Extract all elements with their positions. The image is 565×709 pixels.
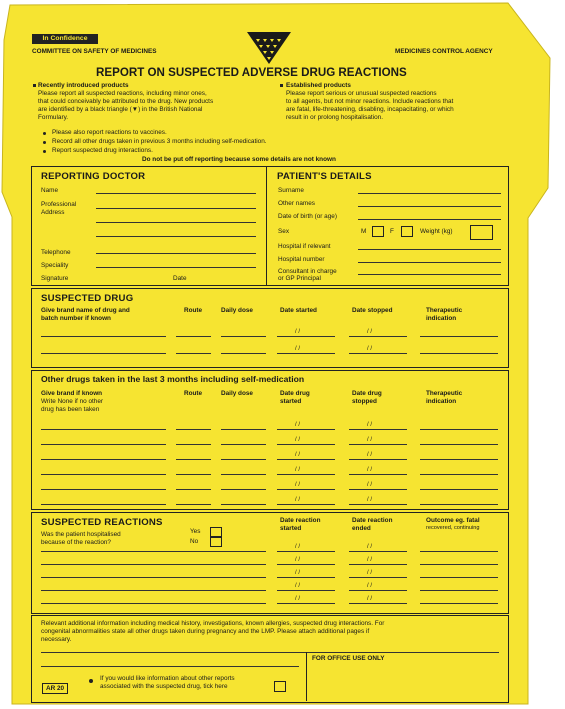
table-row-line[interactable] [349,474,407,475]
date-mark: / / [367,544,373,550]
patient-hospital-number-label: Hospital number [278,256,325,263]
patient-other-names-label: Other names [278,200,315,207]
table-row-line[interactable] [277,564,335,565]
table-row-line[interactable] [176,459,211,460]
doctor-address-label: Address [41,209,65,216]
table-row-line[interactable] [41,444,166,445]
patient-hospital-label: Hospital if relevant [278,243,331,250]
table-row-line[interactable] [221,504,266,505]
patient-surname-label: Surname [278,187,304,194]
reaction-outcome-header: recovered, continuing [426,525,480,531]
patient-other-names-line[interactable] [358,206,501,207]
table-row-line[interactable] [41,577,266,578]
bullet-icon [280,84,283,87]
drug-row-line[interactable] [420,353,498,354]
weight-label: Weight (kg) [420,228,453,235]
suspected-reactions-heading: SUSPECTED REACTIONS [41,517,163,528]
bullet-text: Please also report reactions to vaccines. [52,129,167,136]
doctor-telephone-label: Telephone [41,249,71,256]
suspected-drug-heading: SUSPECTED DRUG [41,293,134,304]
date-mark: / / [367,497,373,503]
table-row-line[interactable] [349,564,407,565]
date-mark: / / [367,467,373,473]
drug-row-line[interactable] [176,353,211,354]
additional-info-line[interactable] [41,652,499,653]
office-divider [306,652,307,701]
table-row-line[interactable] [349,551,407,552]
date-mark: / / [367,329,373,335]
bullet-text: Report suspected drug interactions. [52,147,153,154]
drug-row-line[interactable] [349,336,407,337]
other-none-header: Write None if no other [41,398,104,405]
patient-consultant-line[interactable] [358,274,501,275]
date-mark: / / [295,570,301,576]
drug-batch-header: batch number if known [41,315,111,322]
section-divider [266,166,267,285]
form-code: AR 20 [42,683,68,694]
drug-row-line[interactable] [420,336,498,337]
recent-line: Formulary. [38,114,69,121]
date-mark: / / [295,346,301,352]
table-row-line[interactable] [176,504,211,505]
drug-indication-header: Therapeutic [426,307,463,314]
date-mark: / / [295,437,301,443]
info-request-checkbox[interactable] [274,681,286,692]
additional-info-line[interactable] [41,666,299,667]
drug-started-header: Date started [280,307,317,314]
additional-info-text: congenital abnormalities state all other drugs taken during pregnancy and the LMP. Please attach additional pages if [41,628,370,635]
drug-stopped-header: Date stopped [352,307,393,314]
hospitalised-no-checkbox[interactable] [210,537,222,547]
table-row-line[interactable] [221,429,266,430]
other-stopped-header: stopped [352,398,377,405]
table-row-line[interactable] [221,444,266,445]
drug-row-line[interactable] [41,353,166,354]
drug-row-line[interactable] [349,353,407,354]
date-mark: / / [367,482,373,488]
date-mark: / / [367,557,373,563]
table-row-line[interactable] [349,603,407,604]
drug-row-line[interactable] [221,353,266,354]
table-row-line[interactable] [277,603,335,604]
other-dose-header: Daily dose [221,390,253,397]
table-row-line[interactable] [277,504,335,505]
table-row-line[interactable] [277,459,335,460]
reporting-warning: Do not be put off reporting because some details are not known [142,156,336,163]
form-title: REPORT ON SUSPECTED ADVERSE DRUG REACTIONS [96,66,407,79]
date-mark: / / [367,452,373,458]
drug-dose-header: Daily dose [221,307,253,314]
table-row-line[interactable] [349,489,407,490]
recent-line: that could conceivably be attributed to the drug. New products [38,98,214,105]
committee-name: COMMITTEE ON SAFETY OF MEDICINES [32,48,157,55]
table-row-line[interactable] [41,459,166,460]
table-row-line[interactable] [277,444,335,445]
bullet-icon [43,132,46,135]
other-started-header: started [280,398,302,405]
other-route-header: Route [184,390,203,397]
no-label: No [190,538,199,545]
date-mark: / / [367,437,373,443]
table-row-line[interactable] [41,590,266,591]
table-row-line[interactable] [277,489,335,490]
sex-f-label: F [390,228,394,235]
table-row-line[interactable] [41,429,166,430]
doctor-date-label: Date [173,275,187,282]
drug-row-line[interactable] [41,336,166,337]
table-row-line[interactable] [277,590,335,591]
table-row-line[interactable] [176,429,211,430]
date-mark: / / [367,570,373,576]
other-started-header: Date drug [280,390,310,397]
table-row-line[interactable] [41,564,266,565]
table-row-line[interactable] [420,577,498,578]
table-row-line[interactable] [41,474,166,475]
patient-hospital-line[interactable] [358,249,501,250]
table-row-line[interactable] [277,551,335,552]
doctor-address-line[interactable] [96,236,256,237]
reaction-started-header: Date reaction [280,517,321,524]
table-row-line[interactable] [41,551,266,552]
sex-m-label: M [361,228,367,235]
additional-info-text: Relevant additional information including medical history, investigations, known allergies, suspected drug interactions. For [41,620,385,627]
doctor-telephone-line[interactable] [96,253,256,254]
hospitalised-yes-checkbox[interactable] [210,527,222,537]
recent-products-title: Recently introduced products [38,82,129,89]
reaction-ended-header: ended [352,525,371,532]
bullet-text: Record all other drugs taken in previous 3 months including self-medication. [52,138,267,145]
table-row-line[interactable] [221,474,266,475]
patient-sex-label: Sex [278,228,290,235]
bullet-icon [33,84,36,87]
established-line: result in or prolong hospitalisation. [286,114,383,121]
info-request-text: If you would like information about other reports [100,675,235,682]
table-row-line[interactable] [277,577,335,578]
table-row-line[interactable] [41,504,166,505]
bullet-icon [43,141,46,144]
table-row-line[interactable] [420,444,498,445]
other-indication-header: indication [426,398,457,405]
drug-brand-header: Give brand name of drug and [41,307,130,314]
yes-label: Yes [190,528,201,535]
table-row-line[interactable] [349,429,407,430]
date-mark: / / [295,422,301,428]
patient-hospital-number-line[interactable] [358,262,501,263]
sex-f-checkbox[interactable] [401,226,413,237]
date-mark: / / [295,544,301,550]
doctor-address-line[interactable] [96,222,256,223]
date-mark: / / [295,329,301,335]
table-row-line[interactable] [176,489,211,490]
date-mark: / / [367,583,373,589]
patient-gp-label: or GP Principal [278,275,321,282]
doctor-signature-label: Signature [41,275,69,282]
table-row-line[interactable] [420,459,498,460]
patient-dob-label: Date of birth (or age) [278,213,337,220]
hospitalised-question: Was the patient hospitalised [41,531,121,538]
table-row-line[interactable] [176,474,211,475]
hospitalised-question: because of the reaction? [41,539,111,546]
established-line: are fatal, life-threatening, disabling, incapacitating, or which [286,106,454,113]
table-row-line[interactable] [221,489,266,490]
info-request-text: associated with the suspected drug, tick here [100,683,228,690]
recent-line: are identified by a black triangle (▼) in the British National [38,106,203,113]
date-mark: / / [367,422,373,428]
doctor-professional-label: Professional [41,201,77,208]
patient-details-heading: PATIENT'S DETAILS [277,171,372,182]
sex-m-checkbox[interactable] [372,226,384,237]
recent-line: Please report all suspected reactions, including minor ones, [38,90,207,97]
doctor-address-line[interactable] [96,208,256,209]
table-row-line[interactable] [349,444,407,445]
established-products-title: Established products [286,82,351,89]
table-row-line[interactable] [420,489,498,490]
table-row-line[interactable] [349,459,407,460]
black-triangle-logo-icon [246,31,292,65]
reporting-doctor-heading: REPORTING DOCTOR [41,171,146,182]
date-mark: / / [295,482,301,488]
table-row-line[interactable] [420,551,498,552]
confidence-tag: In Confidence [32,34,98,44]
table-row-line[interactable] [221,459,266,460]
date-mark: / / [295,452,301,458]
weight-input-box[interactable] [470,225,493,240]
drug-indication-header: indication [426,315,457,322]
doctor-patient-section [31,166,509,286]
drug-row-line[interactable] [176,336,211,337]
bullet-icon [43,150,46,153]
date-mark: / / [295,467,301,473]
drug-row-line[interactable] [277,353,335,354]
table-row-line[interactable] [277,474,335,475]
bullet-icon [89,679,93,683]
drug-route-header: Route [184,307,203,314]
table-row-line[interactable] [349,577,407,578]
office-use-label: FOR OFFICE USE ONLY [312,655,385,662]
other-indication-header: Therapeutic [426,390,463,397]
table-row-line[interactable] [420,429,498,430]
table-row-line[interactable] [420,590,498,591]
doctor-speciality-line[interactable] [96,267,256,268]
patient-consultant-label: Consultant in charge [278,268,337,275]
table-row-line[interactable] [277,429,335,430]
established-line: Please report serious or unusual suspected reactions [286,90,437,97]
doctor-speciality-label: Speciality [41,262,69,269]
reaction-started-header: started [280,525,302,532]
other-stopped-header: Date drug [352,390,382,397]
date-mark: / / [295,596,301,602]
date-mark: / / [367,596,373,602]
reaction-ended-header: Date reaction [352,517,393,524]
table-row-line[interactable] [41,603,266,604]
patient-dob-line[interactable] [358,219,501,220]
agency-name: MEDICINES CONTROL AGENCY [395,48,493,55]
table-row-line[interactable] [420,504,498,505]
table-row-line[interactable] [420,564,498,565]
table-row-line[interactable] [41,489,166,490]
date-mark: / / [295,557,301,563]
date-mark: / / [295,583,301,589]
doctor-name-label: Name [41,187,59,194]
table-row-line[interactable] [176,444,211,445]
established-line: to all agents, but not minor reactions. Include reactions that [286,98,454,105]
drug-row-line[interactable] [277,336,335,337]
other-brand-header: Give brand if known [41,390,103,397]
other-drugs-heading: Other drugs taken in the last 3 months including self-medication [41,374,305,384]
date-mark: / / [367,346,373,352]
doctor-name-line[interactable] [96,193,256,194]
reaction-outcome-header: Outcome eg. fatal [426,517,480,524]
table-row-line[interactable] [349,504,407,505]
table-row-line[interactable] [420,474,498,475]
table-row-line[interactable] [349,590,407,591]
other-taken-header: drug has been taken [41,406,100,413]
table-row-line[interactable] [420,603,498,604]
date-mark: / / [295,497,301,503]
drug-row-line[interactable] [221,336,266,337]
patient-surname-line[interactable] [358,193,501,194]
additional-info-text: necessary. [41,636,72,643]
